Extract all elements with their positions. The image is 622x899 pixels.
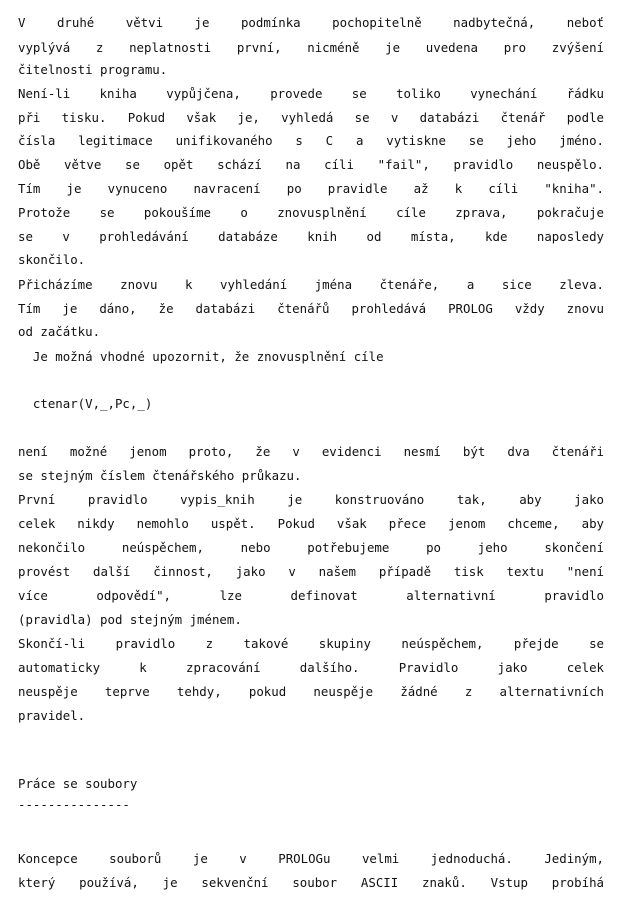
text-line: Obě větve se opět schází na cíli "fail", pravidlo neuspělo. <box>18 157 604 172</box>
text-line: Tím je vynuceno navracení po pravidle až k cíli "kniha". <box>18 181 604 196</box>
text-line: Tím je dáno, že databázi čtenářů prohledává PROLOG vždy znovu <box>18 301 604 316</box>
text-line: od začátku. <box>18 324 101 339</box>
text-line: První pravidlo vypis_knih je konstruováno tak, aby jako <box>18 492 604 507</box>
text-line: čitelnosti programu. <box>18 62 168 77</box>
text-line: se v prohledávání databáze knih od místa, kde naposledy <box>18 229 604 244</box>
text-line: není možné jenom proto, že v evidenci nesmí být dva čtenáři <box>18 444 604 459</box>
text-line: Protože se pokoušíme o znovusplnění cíle zprava, pokračuje <box>18 205 604 220</box>
text-line: vyplývá z neplatnosti první, nicméně je uvedena pro zvýšení <box>18 40 604 55</box>
section-heading: Práce se soubory <box>18 776 138 791</box>
text-line <box>18 420 604 435</box>
text-line: provést další činnost, jako v našem případě tisk textu "není <box>18 564 604 579</box>
section-heading-rule: --------------- <box>18 797 130 812</box>
text-line: automaticky k zpracování dalšího. Pravidlo jako celek <box>18 660 604 675</box>
text-line: V druhé větvi je podmínka pochopitelně nadbytečná, neboť <box>18 15 604 30</box>
text-line: Není-li kniha vypůjčena, provede se toliko vynechání řádku <box>18 86 604 101</box>
text-line: Koncepce souborů je v PROLOGu velmi jednoduchá. Jediným, <box>18 851 604 866</box>
text-line: se stejným číslem čtenářského průkazu. <box>18 468 302 483</box>
text-line: Přicházíme znovu k vyhledání jména čtenáře, a sice zleva. <box>18 277 604 292</box>
text-line: ctenar(V,_,Pc,_) <box>18 396 153 411</box>
text-line: (pravidla) pod stejným jménem. <box>18 612 242 627</box>
text-line: při tisku. Pokud však je, vyhledá se v databázi čtenář podle <box>18 110 604 125</box>
text-line: nekončilo neúspěchem, nebo potřebujeme po jeho skončení <box>18 540 604 555</box>
text-line: který používá, je sekvenční soubor ASCII znaků. Vstup probíhá <box>18 875 604 890</box>
text-line: neuspěje teprve tehdy, pokud neuspěje žádné z alternativních <box>18 684 604 699</box>
text-line <box>18 372 604 387</box>
text-line: Je možná vhodné upozornit, že znovusplnění cíle <box>18 349 384 364</box>
text-line: celek nikdy nemohlo uspět. Pokud však přece jenom chceme, aby <box>18 516 604 531</box>
text-line: čísla legitimace unifikovaného s C a vytiskne se jeho jméno. <box>18 133 604 148</box>
text-line: Skončí-li pravidlo z takové skupiny neúspěchem, přejde se <box>18 636 604 651</box>
text-line: skončilo. <box>18 252 86 267</box>
text-line: pravidel. <box>18 708 86 723</box>
text-line: více odpovědí", lze definovat alternativní pravidlo <box>18 588 604 603</box>
